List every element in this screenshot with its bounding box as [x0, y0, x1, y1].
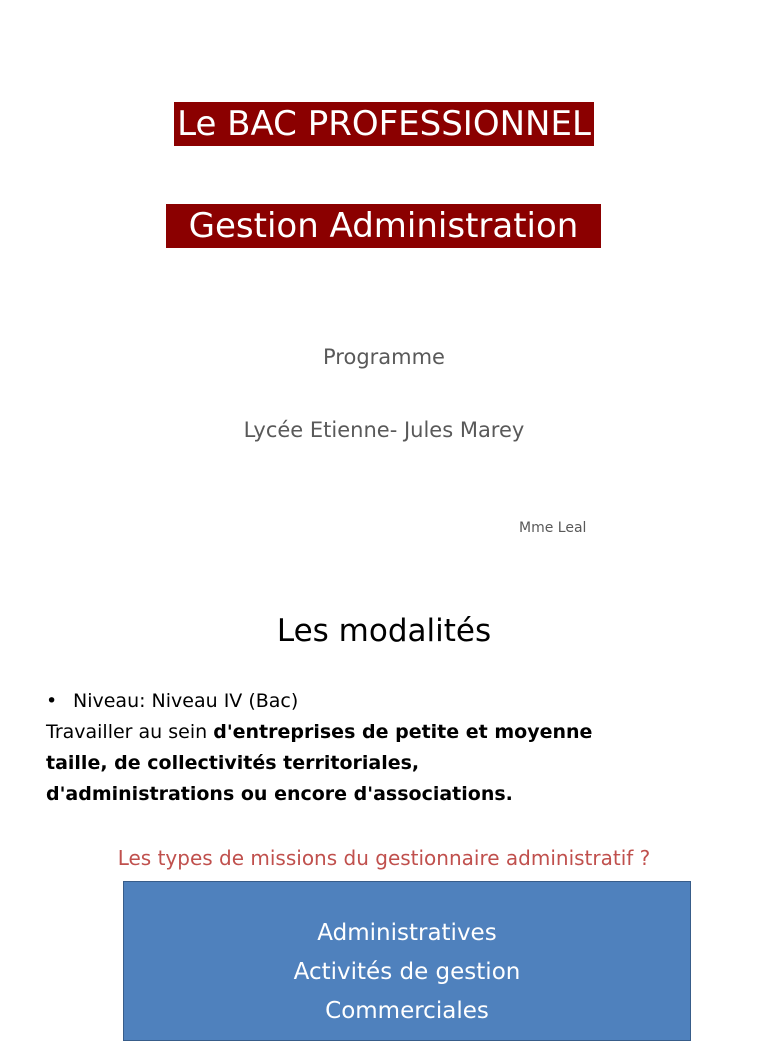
mission-item: Administratives: [317, 920, 497, 946]
subtitle-school: Lycée Etienne- Jules Marey: [243, 418, 525, 442]
bullet-item: [46, 686, 606, 717]
title-line-2: Gestion Administration: [166, 204, 601, 248]
section-body: [46, 686, 606, 810]
body-text-plain: Travailler au sein: [46, 721, 214, 743]
missions-box: [123, 881, 691, 1041]
missions-question: Les types de missions du gestionnaire administratif ?: [117, 846, 651, 870]
bullet-icon: •: [46, 690, 58, 712]
mission-item: Commerciales: [325, 998, 489, 1024]
title-line-1: Le BAC PROFESSIONNEL: [174, 102, 594, 146]
bullet-text: Niveau: Niveau IV (Bac): [73, 690, 299, 712]
subtitle-programme: Programme: [323, 345, 445, 369]
body-text-bold: d'entreprises de petite et moyenne taille, de collectivités territoriales, d'administrations ou encore d'associations.: [46, 721, 593, 805]
author-name: Mme Leal: [519, 520, 587, 536]
mission-item: Activités de gestion: [293, 959, 521, 985]
section-heading: Les modalités: [276, 613, 492, 649]
